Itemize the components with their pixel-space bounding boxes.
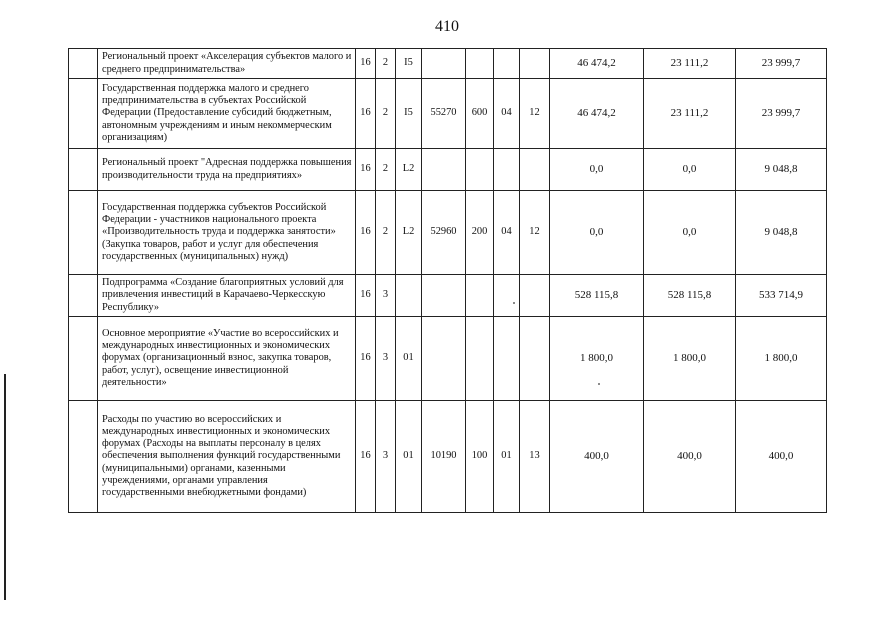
row-blank-cell <box>69 191 98 275</box>
code-section-main: 04 <box>494 191 520 275</box>
row-name: Государственная поддержка субъектов Российской Федерации - участников национального проекта «Производительность труда и поддержка занятости» (Закупка товаров, работ и услуг для обеспечения государственных (муниципальных) нужд) <box>98 191 356 275</box>
code-target <box>422 49 466 79</box>
amount-year-1: 400,0 <box>550 401 644 513</box>
code-subsection-main <box>520 149 550 191</box>
code-target <box>422 275 466 317</box>
row-blank-cell <box>69 79 98 149</box>
scan-edge-line <box>4 374 6 600</box>
code-section-main <box>494 49 520 79</box>
code-subsection-main: 13 <box>520 401 550 513</box>
code-subsection: 2 <box>376 79 396 149</box>
amount-year-1: 46 474,2 <box>550 79 644 149</box>
row-name: Государственная поддержка малого и среднего предпринимательства в субъектах Российской Федерации (Предоставление субсидий бюджетным, автономным учреждениям и иным некоммерческим организациям) <box>98 79 356 149</box>
code-program: 01 <box>396 317 422 401</box>
code-program: L2 <box>396 191 422 275</box>
amount-year-1: 0,0 <box>550 191 644 275</box>
code-subsection: 3 <box>376 275 396 317</box>
code-expense-type <box>466 317 494 401</box>
code-section-main <box>494 149 520 191</box>
row-blank-cell <box>69 275 98 317</box>
amount-year-2: 23 111,2 <box>644 49 736 79</box>
amount-year-2: 0,0 <box>644 191 736 275</box>
amount-year-3: 23 999,7 <box>736 49 827 79</box>
code-program <box>396 275 422 317</box>
table-row <box>69 149 827 191</box>
code-subsection: 2 <box>376 191 396 275</box>
amount-year-2: 528 115,8 <box>644 275 736 317</box>
code-section: 16 <box>356 275 376 317</box>
code-expense-type: 100 <box>466 401 494 513</box>
amount-year-2: 23 111,2 <box>644 79 736 149</box>
row-name: Региональный проект «Акселерация субъектов малого и среднего предпринимательства» <box>98 49 356 79</box>
table-row <box>69 79 827 149</box>
code-expense-type <box>466 49 494 79</box>
amount-year-3: 400,0 <box>736 401 827 513</box>
budget-table <box>68 48 827 513</box>
amount-year-3: 533 714,9 <box>736 275 827 317</box>
scan-speck <box>513 302 515 304</box>
code-expense-type: 200 <box>466 191 494 275</box>
table-row <box>69 49 827 79</box>
code-expense-type: 600 <box>466 79 494 149</box>
code-subsection-main: 12 <box>520 79 550 149</box>
code-section-main: 01 <box>494 401 520 513</box>
row-blank-cell <box>69 149 98 191</box>
table-row <box>69 401 827 513</box>
row-name: Региональный проект "Адресная поддержка повышения производительности труда на предприятиях» <box>98 149 356 191</box>
code-section-main: 04 <box>494 79 520 149</box>
code-program: I5 <box>396 79 422 149</box>
code-target: 52960 <box>422 191 466 275</box>
code-subsection: 3 <box>376 317 396 401</box>
code-section: 16 <box>356 401 376 513</box>
code-section: 16 <box>356 149 376 191</box>
code-subsection-main <box>520 317 550 401</box>
table-row <box>69 317 827 401</box>
amount-year-1: 46 474,2 <box>550 49 644 79</box>
code-target: 55270 <box>422 79 466 149</box>
amount-year-2: 0,0 <box>644 149 736 191</box>
code-target <box>422 317 466 401</box>
code-section: 16 <box>356 79 376 149</box>
code-subsection: 3 <box>376 401 396 513</box>
row-name: Расходы по участию во всероссийских и международных инвестиционных и экономических форумах (Расходы на выплаты персоналу в целях обеспечения выполнения функций государственными (муниципальными) органами, казенными учреждениями, органами управления государственными внебюджетными фондами) <box>98 401 356 513</box>
code-section-main <box>494 275 520 317</box>
amount-year-1: 528 115,8 <box>550 275 644 317</box>
code-target: 10190 <box>422 401 466 513</box>
code-subsection-main: 12 <box>520 191 550 275</box>
amount-year-1: 1 800,0 <box>550 317 644 401</box>
code-section: 16 <box>356 191 376 275</box>
amount-year-3: 9 048,8 <box>736 149 827 191</box>
code-program: L2 <box>396 149 422 191</box>
code-subsection-main <box>520 275 550 317</box>
row-blank-cell <box>69 317 98 401</box>
amount-year-1: 0,0 <box>550 149 644 191</box>
code-program: 01 <box>396 401 422 513</box>
amount-year-3: 1 800,0 <box>736 317 827 401</box>
table-row <box>69 191 827 275</box>
amount-year-2: 1 800,0 <box>644 317 736 401</box>
code-target <box>422 149 466 191</box>
table-row <box>69 275 827 317</box>
code-section: 16 <box>356 317 376 401</box>
code-subsection-main <box>520 49 550 79</box>
code-expense-type <box>466 149 494 191</box>
code-section: 16 <box>356 49 376 79</box>
code-program: I5 <box>396 49 422 79</box>
amount-year-2: 400,0 <box>644 401 736 513</box>
scan-speck <box>598 383 600 385</box>
amount-year-3: 9 048,8 <box>736 191 827 275</box>
code-section-main <box>494 317 520 401</box>
code-subsection: 2 <box>376 149 396 191</box>
amount-year-3: 23 999,7 <box>736 79 827 149</box>
table-body <box>69 49 827 513</box>
row-blank-cell <box>69 401 98 513</box>
code-expense-type <box>466 275 494 317</box>
row-blank-cell <box>69 49 98 79</box>
code-subsection: 2 <box>376 49 396 79</box>
page-number: 410 <box>435 18 459 35</box>
row-name: Основное мероприятие «Участие во всероссийских и международных инвестиционных и экономических форумах (организационный взнос, закупка товаров, работ, услуг), освещение инвестиционной деятельности» <box>98 317 356 401</box>
row-name: Подпрограмма «Создание благоприятных условий для привлечения инвестиций в Карачаево-Черкесскую Республику» <box>98 275 356 317</box>
